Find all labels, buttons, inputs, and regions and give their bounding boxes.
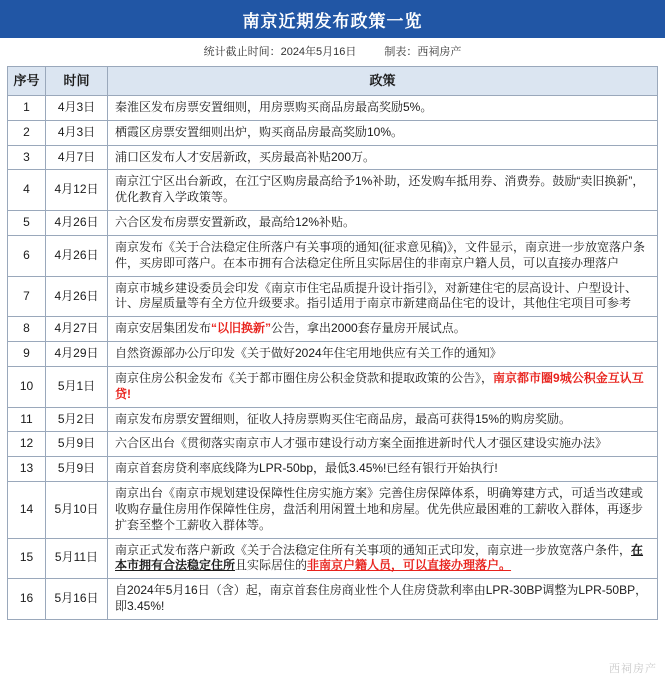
policy-table [7, 66, 658, 620]
table-row [8, 366, 658, 407]
policy-text-segment: 非南京户籍人员，可以直接办理落户。 [307, 558, 512, 573]
table-row [8, 235, 658, 276]
policy-text-segment: 南京住房公积金发布《关于都市圈住房公积金贷款和提取政策的公告》， [115, 370, 494, 385]
row-date-cell: 4月27日 [46, 317, 108, 342]
policy-text-segment: 南京首套房贷利率底线降为LPR-50bp，最低3.45%!已经有银行开始执行! [115, 461, 498, 476]
policy-text-segment: 自2024年5月16日（含）起，南京首套住房商业性个人住房贷款利率由LPR-30BP调整为LPR-50BP，即3.45%! [115, 583, 648, 614]
policy-text-segment: 秦淮区发布房票安置细则，用房票购买商品房最高奖励5%。 [115, 100, 433, 114]
row-index-cell: 5 [8, 211, 46, 236]
table-row [8, 342, 658, 367]
column-header-date: 时间 [46, 67, 108, 96]
row-index-cell: 1 [8, 96, 46, 121]
row-policy-cell [108, 457, 658, 482]
row-index-cell: 15 [8, 538, 46, 579]
row-date-cell: 5月9日 [46, 457, 108, 482]
policy-text-segment: 南京都市圈9城公积金互认互贷! [115, 370, 644, 401]
row-policy-cell [108, 145, 658, 170]
row-date-cell: 4月29日 [46, 342, 108, 367]
row-date-cell: 4月26日 [46, 235, 108, 276]
row-date-cell: 4月26日 [46, 276, 108, 317]
row-policy-cell [108, 482, 658, 538]
table-head [8, 67, 658, 96]
row-policy-cell [108, 579, 658, 620]
table-row [8, 482, 658, 538]
row-index-cell: 6 [8, 235, 46, 276]
policy-text-segment: 浦口区发布人才安居新政，买房最高补贴200万。 [115, 149, 376, 164]
row-date-cell: 5月1日 [46, 366, 108, 407]
policy-text-segment: “以旧换新” [211, 321, 272, 336]
policy-text-segment: 栖霞区房票安置细则出炉，购买商品房最高奖励10%。 [115, 124, 404, 139]
row-index-cell: 4 [8, 170, 46, 211]
watermark: 西祠房产 [609, 663, 657, 675]
policy-text-segment: 南京江宁区出台新政，在江宁区购房最高给予1%补助，还发购车抵用券、消费券。鼓励“卖旧换新”，优化教育入学政策等。 [115, 174, 645, 205]
table-row [8, 457, 658, 482]
table-row [8, 407, 658, 432]
policy-text-segment: 南京正式发布落户新政《关于合法稳定住所有关事项的通知正式印发，南京进一步放宽落户条件， [115, 542, 632, 557]
row-date-cell: 4月7日 [46, 145, 108, 170]
row-policy-cell [108, 170, 658, 211]
table-row [8, 317, 658, 342]
subtitle-bar [0, 38, 665, 66]
row-index-cell: 11 [8, 407, 46, 432]
row-date-cell: 5月9日 [46, 432, 108, 457]
policy-text-segment: 六合区发布房票安置新政，最高给12%补贴。 [115, 215, 356, 230]
row-date-cell: 4月3日 [46, 96, 108, 121]
row-policy-cell [108, 432, 658, 457]
row-date-cell: 4月3日 [46, 120, 108, 145]
row-policy-cell [108, 276, 658, 317]
policy-text-segment: 南京市城乡建设委员会印发《南京市住宅品质提升设计指引》，对新建住宅的层高设计、户型设计、计、房屋质量等有全方位升级要求。指引适用于南京市新建商品住宅的设计，其他住宅项目可参考 [115, 280, 638, 311]
policy-text-segment: 自然资源部办公厅印发《关于做好2024年住宅用地供应有关工作的通知》 [115, 346, 502, 361]
row-index-cell: 8 [8, 317, 46, 342]
row-index-cell: 13 [8, 457, 46, 482]
table-header-row [8, 67, 658, 96]
row-index-cell: 10 [8, 366, 46, 407]
table-body [8, 96, 658, 620]
table-row [8, 145, 658, 170]
row-index-cell: 16 [8, 579, 46, 620]
policy-text-segment: 在本市拥有合法稳定住所 [115, 542, 644, 573]
row-policy-cell [108, 120, 658, 145]
row-index-cell: 7 [8, 276, 46, 317]
policy-text-segment: 公告，拿出2000套存量房开展试点。 [271, 321, 466, 336]
row-index-cell: 12 [8, 432, 46, 457]
row-date-cell: 4月12日 [46, 170, 108, 211]
row-policy-cell [108, 211, 658, 236]
row-policy-cell [108, 407, 658, 432]
table-row [8, 96, 658, 121]
row-date-cell: 5月10日 [46, 482, 108, 538]
table-row [8, 170, 658, 211]
policy-text-segment: 南京发布《关于合法稳定住所落户有关事项的通知(征求意见稿)》，文件显示，南京进一步放宽落户条件，买房即可落户。在本市拥有合法稳定住所且实际居住的非南京户籍人员，可以直接办理落户 [115, 239, 645, 270]
policy-text-segment: 南京出台《南京市规划建设保障性住房实施方案》完善住房保障体系，明确筹建方式，可适当改建或收购存量住房用作保障性住房，盘活利用闲置土地和房屋。优先供应最困难的工薪收入群体，再逐步扩套至整个工薪收入群体等。 [115, 486, 644, 532]
row-policy-cell [108, 538, 658, 579]
row-date-cell: 5月16日 [46, 579, 108, 620]
row-policy-cell [108, 96, 658, 121]
column-header-no: 序号 [8, 67, 46, 96]
table-row [8, 276, 658, 317]
table-row [8, 120, 658, 145]
row-policy-cell [108, 317, 658, 342]
policy-text-segment: 且实际居住的 [235, 558, 308, 573]
policy-text-segment: 南京安居集团发布 [115, 321, 212, 336]
row-index-cell: 2 [8, 120, 46, 145]
table-row [8, 579, 658, 620]
stat-deadline-label: 统计截止时间：2024年5月16日 [203, 46, 357, 58]
policy-text-segment: 六合区出台《贯彻落实南京市人才强市建设行动方案全面推进新时代人才强区建设实施办法》 [115, 436, 608, 451]
table-row [8, 538, 658, 579]
policy-text-segment: 南京发布房票安置细则，征收人持房票购买住宅商品房，最高可获得15%的购房奖励。 [115, 411, 572, 426]
row-index-cell: 3 [8, 145, 46, 170]
row-index-cell: 14 [8, 482, 46, 538]
row-policy-cell [108, 366, 658, 407]
row-policy-cell [108, 342, 658, 367]
row-date-cell: 4月26日 [46, 211, 108, 236]
row-policy-cell [108, 235, 658, 276]
row-index-cell: 9 [8, 342, 46, 367]
column-header-policy: 政策 [108, 67, 658, 96]
page-title: 南京近期发布政策一览 [0, 0, 665, 38]
source-label: 制表：西祠房产 [384, 46, 462, 58]
table-row [8, 432, 658, 457]
row-date-cell: 5月2日 [46, 407, 108, 432]
row-date-cell: 5月11日 [46, 538, 108, 579]
table-row [8, 211, 658, 236]
